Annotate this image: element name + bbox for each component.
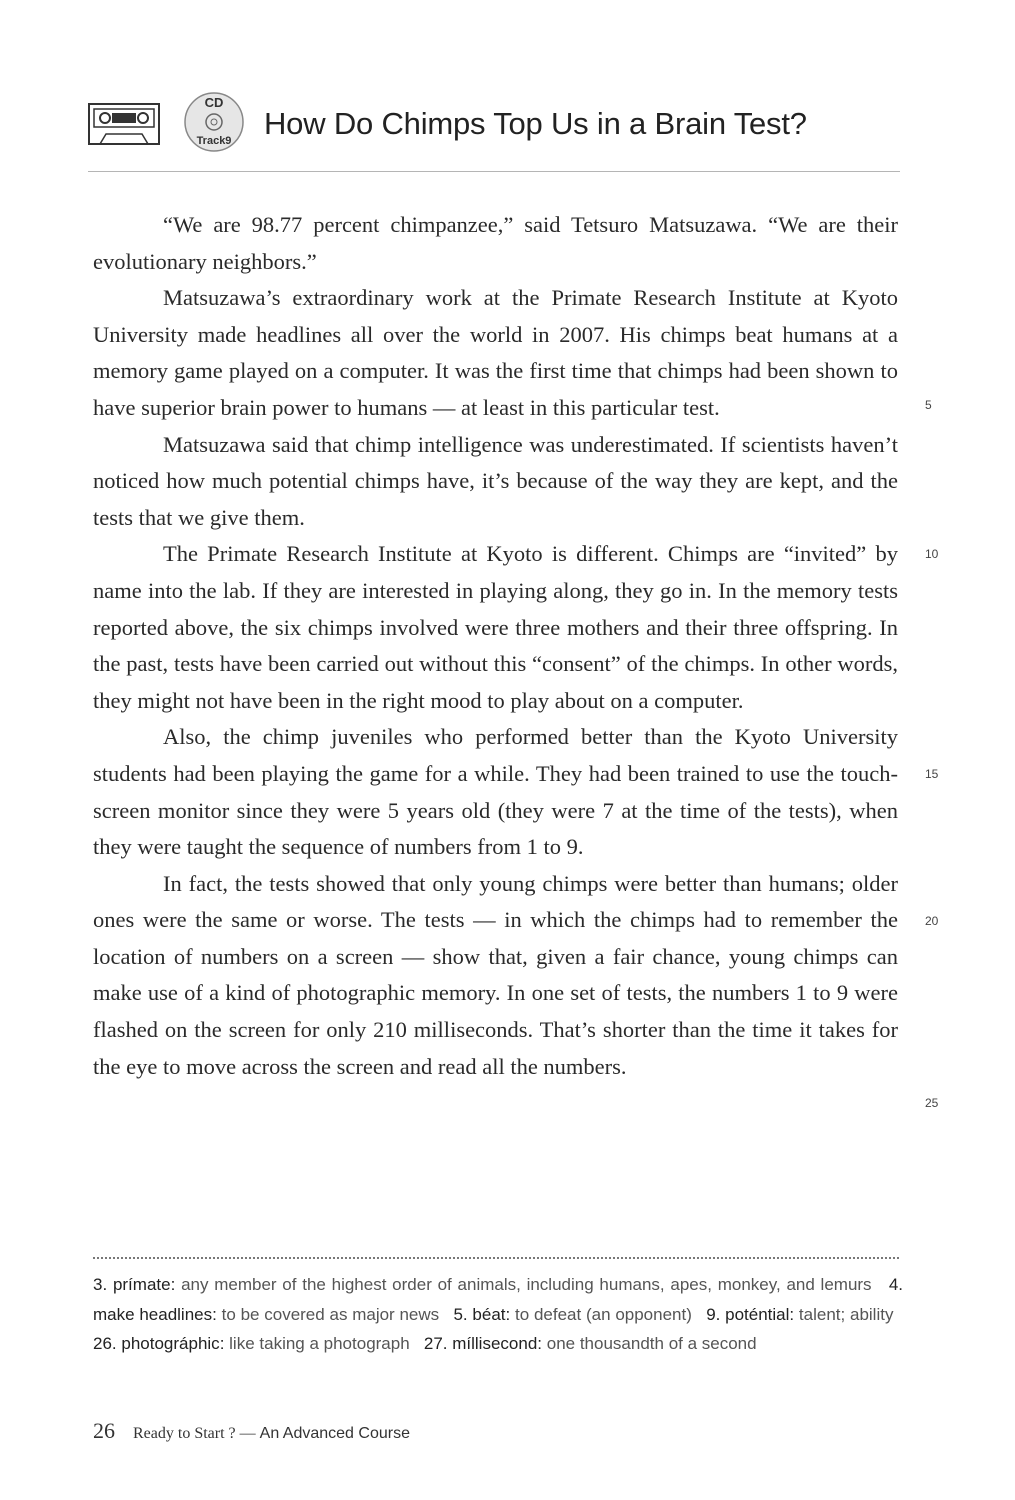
paragraph: In fact, the tests showed that only young chimps were better than humans; older ones were the same or worse. The tests — in which the chimps had to remember the location of numbers on a screen — show that, given a fair chance, young chimps can make use of a kind of photographic memory. In one set of tests, the numbers 1 to 9 were flashed on the screen for only 210 milliseconds. That’s shorter than the time it takes for the eye to move across the screen and read all the numbers. [93, 870, 898, 1079]
footnote: 4. make headlines: to be covered as major news [93, 1275, 903, 1324]
article-body [93, 207, 898, 1085]
section-header [88, 88, 900, 172]
paragraph: Also, the chimp juveniles who performed better than the Kyoto University students had been playing the game for a while. They had been trained to use the touch-screen monitor since they were 5 years old (they were 7 at the time of the tests), when they were taught the sequence of numbers from 1 to 9. [93, 724, 898, 860]
line-number: 20 [925, 914, 939, 928]
line-number: 10 [925, 547, 939, 561]
page-footer [93, 1418, 410, 1444]
cd-icon [183, 91, 245, 153]
footnote: 9. poténtial: talent; ability [706, 1304, 894, 1324]
footnote: 26. photográphic: like taking a photograph [93, 1334, 410, 1353]
paragraph: Matsuzawa’s extraordinary work at the Primate Research Institute at Kyoto University made headlines all over the world in 2007. His chimps beat humans at a memory game played on a computer. It was the first time that chimps had been shown to have superior brain power to humans — at least in this particular test. [93, 285, 898, 420]
track-label: Track9 [196, 135, 232, 147]
footnote: 27. míllisecond: one thousandth of a second [423, 1334, 757, 1353]
paragraph: The Primate Research Institute at Kyoto is different. Chimps are “invited” by name into the lab. If they are interested in playing along, they go in. In the memory tests reported above, the six chimps involved were three mothers and their three offspring. In the past, tests have been carried out without this “consent” of the chimps. In other words, they might not have been in the right mood to play about on a computer. [93, 541, 898, 713]
footnote: 3. prímate: any member of the highest order of animals, including humans, apes, monkey, and lemurs [93, 1275, 872, 1294]
line-number: 25 [925, 1096, 939, 1110]
footnote-divider [92, 1256, 900, 1260]
cassette-icon [88, 103, 160, 145]
footnotes [93, 1270, 903, 1359]
paragraph: “We are 98.77 percent chimpanzee,” said Tetsuro Matsuzawa. “We are their evolutionary neighbors.” [93, 212, 898, 274]
line-number: 15 [925, 767, 939, 781]
book-title: Ready to Start ? — [133, 1425, 256, 1442]
course-title: An Advanced Course [259, 1425, 410, 1442]
page-title: How Do Chimps Top Us in a Brain Test? [264, 106, 807, 141]
header-divider [88, 171, 900, 172]
page-number: 26 [93, 1418, 115, 1443]
line-number: 5 [925, 398, 932, 412]
footnote: 5. béat: to defeat (an opponent) [453, 1304, 692, 1324]
cd-label: CD [204, 95, 224, 110]
paragraph: Matsuzawa said that chimp intelligence was underestimated. If scientists haven’t noticed how much potential chimps have, it’s because of the way they are kept, and the tests that we give them. [93, 431, 898, 530]
